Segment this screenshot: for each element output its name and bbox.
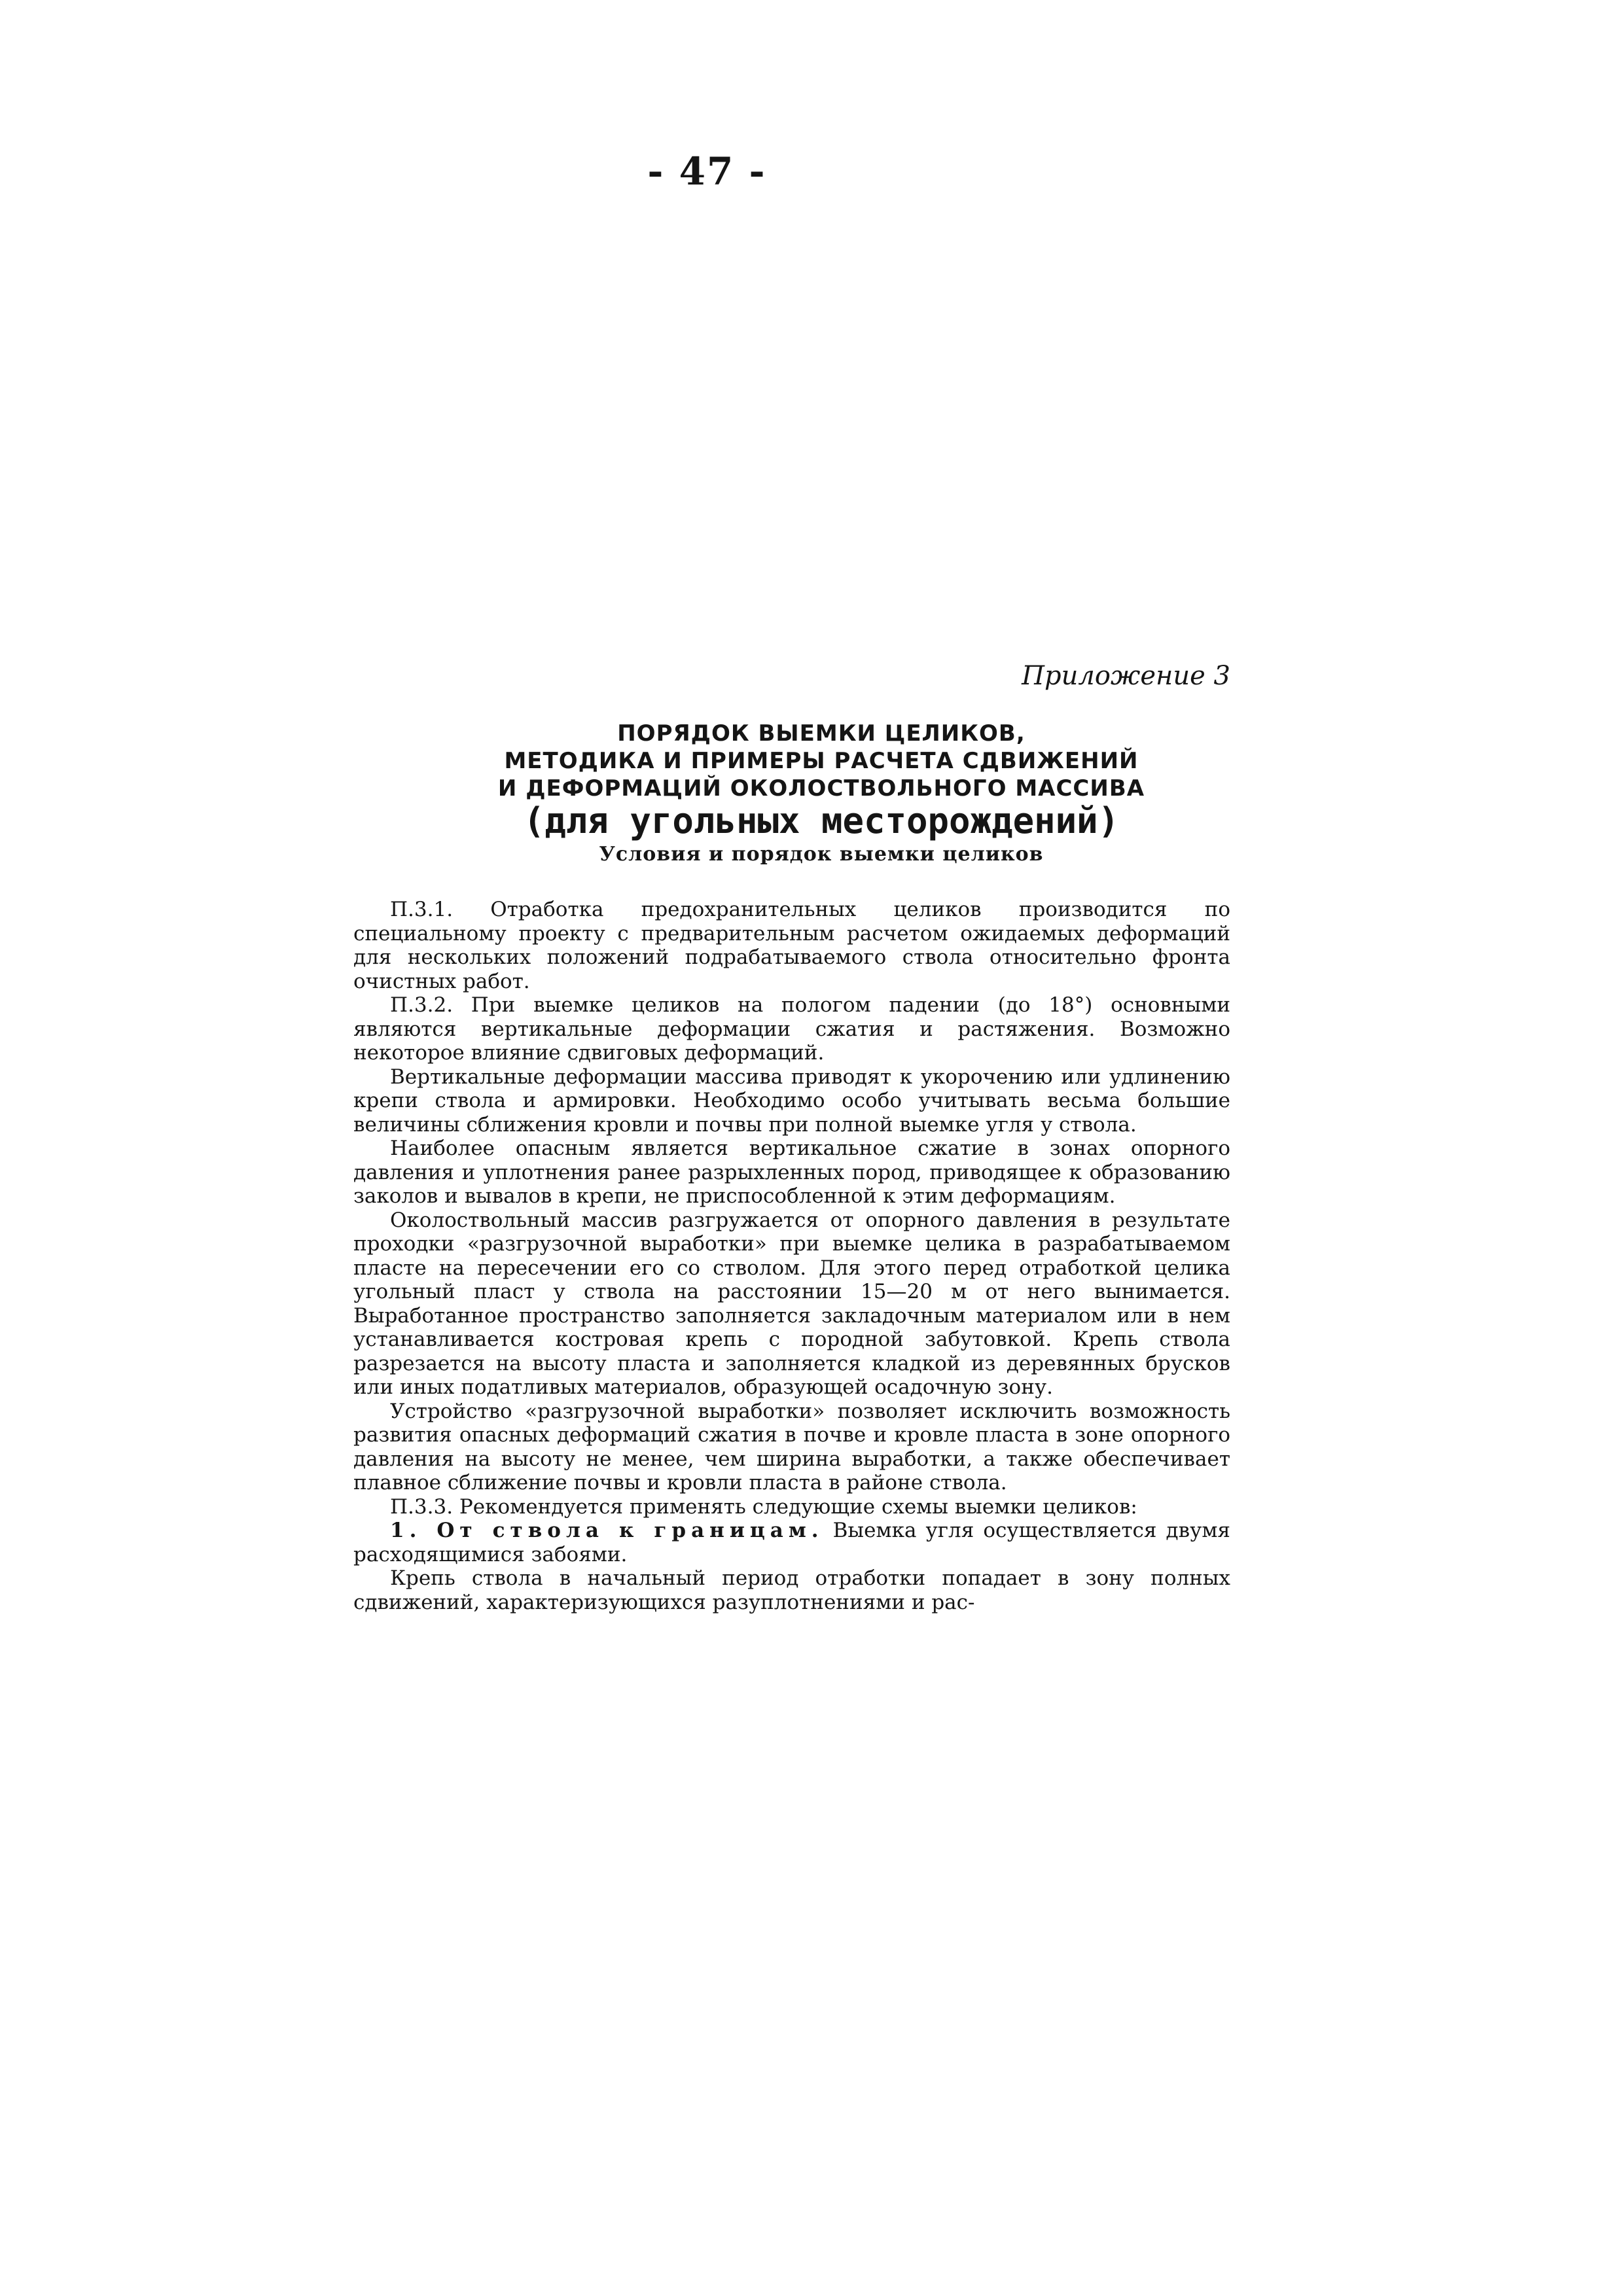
- title-line-2: МЕТОДИКА И ПРИМЕРЫ РАСЧЕТА СДВИЖЕНИЙ: [504, 748, 1139, 774]
- paragraph-3-1: П.3.1. Отработка предохранительных целиков производится по специальному проекту с предварительным расчетом ожидаемых деформаций для нескольких положений подрабатываемого ствола относительно фронта очистных работ.: [353, 898, 1230, 993]
- paragraph-unloading-benefits: Устройство «разгрузочной выработки» позволяет исключить возможность развития опасных деформаций сжатия в почве и кровле пласта в зоне опорного давления на высоту не менее, чем ширина выработки, а также обеспечивает плавное сближение почвы и кровли пласта в районе ствола.: [353, 1399, 1230, 1494]
- title-subtitle: (для угольных месторождений): [523, 800, 1120, 841]
- paragraph-vertical-deformations: Вертикальные деформации массива приводят к укорочению или удлинению крепи ствола и армировки. Необходимо особо учитывать весьма большие величины сближения кровли и почвы при полной выемке угля у ствола.: [353, 1065, 1230, 1137]
- page-number: - 47 -: [647, 149, 766, 194]
- appendix-label: Приложение 3: [1022, 661, 1230, 691]
- paragraph-3-3: П.3.3. Рекомендуется применять следующие схемы выемки целиков:: [390, 1494, 1137, 1519]
- paragraph-scheme-1: [353, 1519, 1230, 1566]
- paragraph-dangerous-compression: Наиболее опасным является вертикальное сжатие в зонах опорного давления и уплотнения ранее разрыхленных пород, приводящее к образованию заколов и вывалов в крепи, не приспособленной к этим деформациям.: [353, 1137, 1230, 1208]
- scheme-1-label: 1. От ствола к границам.: [390, 1519, 824, 1542]
- paragraph-last: Крепь ствола в начальный период отработки попадает в зону полных сдвижений, характеризующихся разуплотнениями и рас-: [353, 1566, 1230, 1614]
- paragraph-unloading-excavation: Околоствольный массив разгружается от опорного давления в результате проходки «разгрузочной выработки» при выемке целика в разрабатываемом пласте на пересечении его со стволом. Для этого перед отработкой целика угольный пласт у ствола на расстоянии 15—20 м от него вынимается. Выработанное пространство заполняется закладочным материалом или в нем устанавливается костровая крепь с породной забутовкой. Крепь ствола разрезается на высоту пласта и заполняется кладкой из деревянных брусков или иных податливых материалов, образующей осадочную зону.: [353, 1208, 1230, 1399]
- title-line-3: И ДЕФОРМАЦИЙ ОКОЛОСТВОЛЬНОГО МАССИВА: [497, 775, 1145, 802]
- title-line-1: ПОРЯДОК ВЫЕМКИ ЦЕЛИКОВ,: [617, 720, 1026, 747]
- title-block: [353, 720, 1289, 869]
- body-text: [353, 898, 1230, 1614]
- paragraph-3-2: П.3.2. При выемке целиков на пологом падении (до 18°) основными являются вертикальные деформации сжатия и растяжения. Возможно некоторое влияние сдвиговых деформаций.: [353, 993, 1230, 1065]
- scheme-1-text: Выемка угля осуществляется двумя расходящимися забоями.: [353, 1519, 1230, 1566]
- section-heading: Условия и порядок выемки целиков: [599, 843, 1044, 866]
